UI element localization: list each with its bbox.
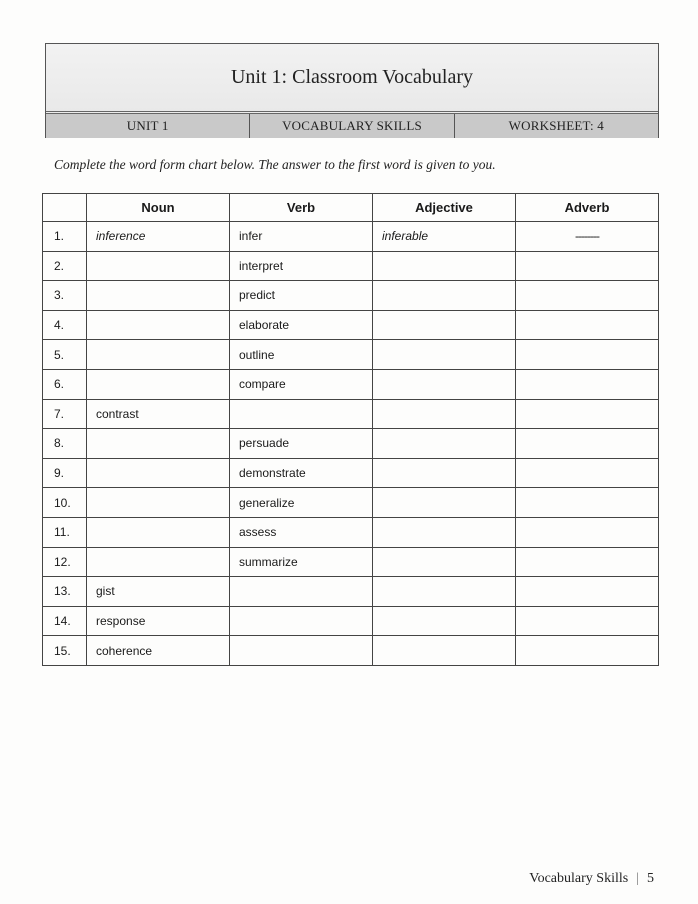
table-row — [43, 606, 659, 636]
adverb-cell[interactable] — [516, 340, 659, 370]
adverb-cell[interactable] — [516, 488, 659, 518]
noun-cell[interactable] — [87, 310, 230, 340]
table-row — [43, 458, 659, 488]
adjective-cell[interactable] — [373, 429, 516, 459]
adverb-cell[interactable] — [516, 310, 659, 340]
table-row — [43, 222, 659, 252]
noun-cell[interactable] — [87, 369, 230, 399]
adverb-cell[interactable]: -------- — [516, 222, 659, 252]
verb-cell[interactable]: generalize — [230, 488, 373, 518]
row-number: 12. — [43, 547, 87, 577]
page-footer — [529, 871, 654, 887]
table-row — [43, 488, 659, 518]
worksheet-label: WORKSHEET: 4 — [455, 114, 658, 138]
row-number: 4. — [43, 310, 87, 340]
noun-cell[interactable] — [87, 547, 230, 577]
noun-cell[interactable]: inference — [87, 222, 230, 252]
row-number: 9. — [43, 458, 87, 488]
table-row — [43, 429, 659, 459]
instructions: Complete the word form chart below. The answer to the first word is given to you. — [54, 157, 496, 172]
page-number: 5 — [647, 871, 654, 886]
adjective-cell[interactable]: inferable — [373, 222, 516, 252]
noun-cell[interactable] — [87, 340, 230, 370]
row-number: 2. — [43, 251, 87, 281]
noun-cell[interactable] — [87, 281, 230, 311]
row-number: 14. — [43, 606, 87, 636]
adjective-cell[interactable] — [373, 369, 516, 399]
row-number: 15. — [43, 636, 87, 666]
adjective-cell[interactable] — [373, 281, 516, 311]
verb-cell[interactable]: infer — [230, 222, 373, 252]
row-number: 7. — [43, 399, 87, 429]
row-number: 10. — [43, 488, 87, 518]
adverb-column-header: Adverb — [516, 194, 659, 222]
adjective-cell[interactable] — [373, 577, 516, 607]
number-column-header — [43, 194, 87, 222]
table-row — [43, 577, 659, 607]
adjective-cell[interactable] — [373, 310, 516, 340]
noun-column-header: Noun — [87, 194, 230, 222]
verb-cell[interactable] — [230, 636, 373, 666]
adjective-cell[interactable] — [373, 399, 516, 429]
table-row — [43, 369, 659, 399]
adjective-cell[interactable] — [373, 458, 516, 488]
word-form-chart — [42, 193, 659, 666]
noun-cell[interactable]: coherence — [87, 636, 230, 666]
verb-cell[interactable]: persuade — [230, 429, 373, 459]
table-row — [43, 399, 659, 429]
noun-cell[interactable]: contrast — [87, 399, 230, 429]
table-row — [43, 251, 659, 281]
noun-cell[interactable]: response — [87, 606, 230, 636]
verb-cell[interactable] — [230, 399, 373, 429]
verb-cell[interactable] — [230, 606, 373, 636]
noun-cell[interactable] — [87, 251, 230, 281]
row-number: 6. — [43, 369, 87, 399]
noun-cell[interactable]: gist — [87, 577, 230, 607]
adjective-cell[interactable] — [373, 606, 516, 636]
verb-cell[interactable]: interpret — [230, 251, 373, 281]
verb-cell[interactable]: assess — [230, 517, 373, 547]
noun-cell[interactable] — [87, 429, 230, 459]
noun-cell[interactable] — [87, 488, 230, 518]
adjective-cell[interactable] — [373, 340, 516, 370]
adjective-cell[interactable] — [373, 547, 516, 577]
adverb-cell[interactable] — [516, 636, 659, 666]
adverb-cell[interactable] — [516, 281, 659, 311]
table-row — [43, 547, 659, 577]
row-number: 5. — [43, 340, 87, 370]
row-number: 11. — [43, 517, 87, 547]
row-number: 1. — [43, 222, 87, 252]
verb-cell[interactable]: elaborate — [230, 310, 373, 340]
skills-label: VOCABULARY SKILLS — [250, 114, 454, 138]
noun-cell[interactable] — [87, 458, 230, 488]
adverb-cell[interactable] — [516, 429, 659, 459]
adverb-cell[interactable] — [516, 517, 659, 547]
adverb-cell[interactable] — [516, 369, 659, 399]
noun-cell[interactable] — [87, 517, 230, 547]
adverb-cell[interactable] — [516, 577, 659, 607]
table-row — [43, 340, 659, 370]
verb-cell[interactable]: demonstrate — [230, 458, 373, 488]
unit-label: UNIT 1 — [46, 114, 250, 138]
adjective-column-header: Adjective — [373, 194, 516, 222]
unit-title: Unit 1: Classroom Vocabulary — [46, 44, 658, 112]
verb-cell[interactable]: summarize — [230, 547, 373, 577]
worksheet-header — [45, 43, 659, 138]
header-info-bar — [46, 113, 658, 138]
adjective-cell[interactable] — [373, 251, 516, 281]
adverb-cell[interactable] — [516, 251, 659, 281]
verb-cell[interactable]: outline — [230, 340, 373, 370]
table-header-row — [43, 194, 659, 222]
adverb-cell[interactable] — [516, 547, 659, 577]
verb-column-header: Verb — [230, 194, 373, 222]
row-number: 13. — [43, 577, 87, 607]
table-row — [43, 281, 659, 311]
table-row — [43, 310, 659, 340]
row-number: 8. — [43, 429, 87, 459]
adjective-cell[interactable] — [373, 517, 516, 547]
verb-cell[interactable]: predict — [230, 281, 373, 311]
table-row — [43, 517, 659, 547]
adverb-cell[interactable] — [516, 606, 659, 636]
adjective-cell[interactable] — [373, 488, 516, 518]
verb-cell[interactable] — [230, 577, 373, 607]
verb-cell[interactable]: compare — [230, 369, 373, 399]
row-number: 3. — [43, 281, 87, 311]
table-row — [43, 636, 659, 666]
footer-divider: | — [636, 871, 639, 886]
adverb-cell[interactable] — [516, 399, 659, 429]
adjective-cell[interactable] — [373, 636, 516, 666]
footer-section: Vocabulary Skills — [529, 871, 629, 886]
adverb-cell[interactable] — [516, 458, 659, 488]
